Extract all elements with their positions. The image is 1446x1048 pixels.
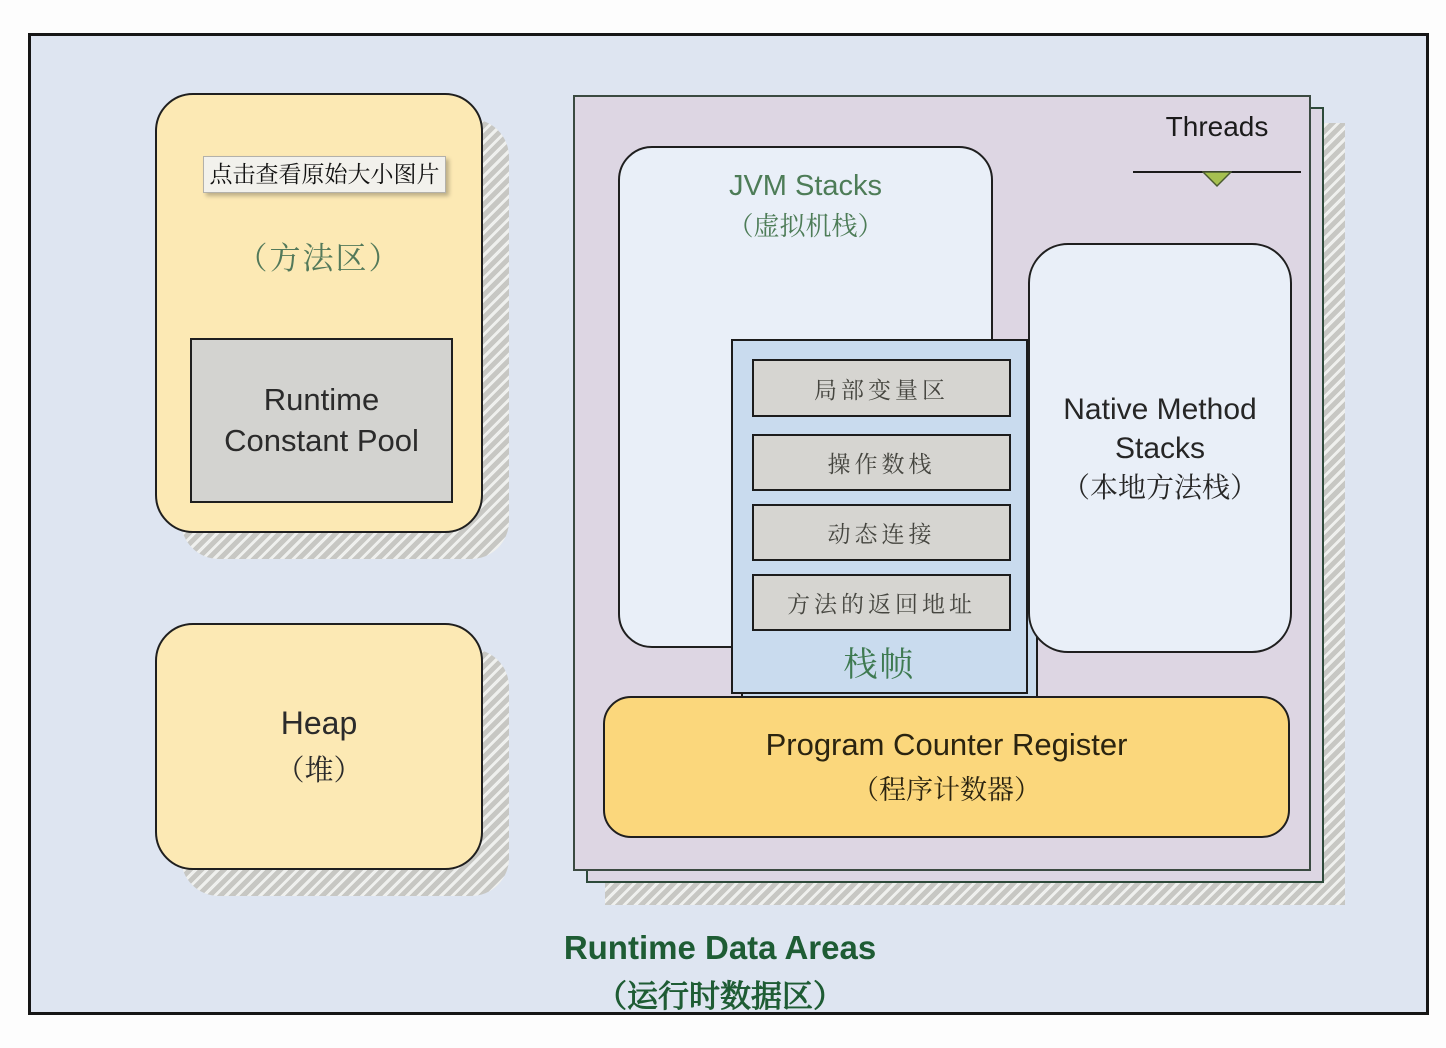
frame-row-return-address: 方法的返回地址	[752, 574, 1011, 631]
runtime-constant-pool-box	[190, 338, 453, 503]
threads-container	[573, 95, 1311, 871]
method-area-subtitle: （方法区）	[236, 241, 402, 276]
native-method-stacks-label: Native Method Stacks （本地方法栈）	[1061, 392, 1258, 503]
threads-arrow-icon	[1202, 171, 1232, 188]
jvm-stacks-subtitle: （虚拟机栈）	[727, 211, 884, 241]
frame-row-operand-stack: 操作数栈	[752, 434, 1011, 491]
native-method-stacks-subtitle: （本地方法栈）	[1061, 471, 1258, 503]
pc-register-title: Program Counter Register	[765, 727, 1128, 762]
stack-frame-box	[731, 339, 1028, 694]
jvm-stacks-title: JVM Stacks	[728, 170, 883, 202]
native-method-stacks-box	[1028, 243, 1292, 653]
runtime-constant-pool-label: Runtime Constant Pool	[224, 382, 419, 458]
threads-label: Threads	[1165, 111, 1269, 142]
heap-box	[155, 623, 483, 870]
heap-title: Heap	[280, 704, 358, 741]
frame-row-dynamic-linking: 动态连接	[752, 504, 1011, 561]
diagram-title-zh: （运行时数据区）	[596, 979, 844, 1014]
diagram-panel[interactable]	[28, 33, 1429, 1015]
diagram-title-en: Runtime Data Areas	[563, 929, 877, 966]
jvm-stacks-box	[618, 146, 993, 684]
stack-frame-label: 栈帧	[843, 646, 916, 684]
image-tooltip: 点击查看原始大小图片	[203, 156, 446, 193]
diagram-title	[420, 929, 1020, 1016]
program-counter-register-box	[603, 696, 1290, 838]
heap-subtitle: （堆）	[275, 754, 363, 787]
pc-register-subtitle: （程序计数器）	[852, 775, 1041, 805]
frame-row-local-variables: 局部变量区	[752, 359, 1011, 417]
